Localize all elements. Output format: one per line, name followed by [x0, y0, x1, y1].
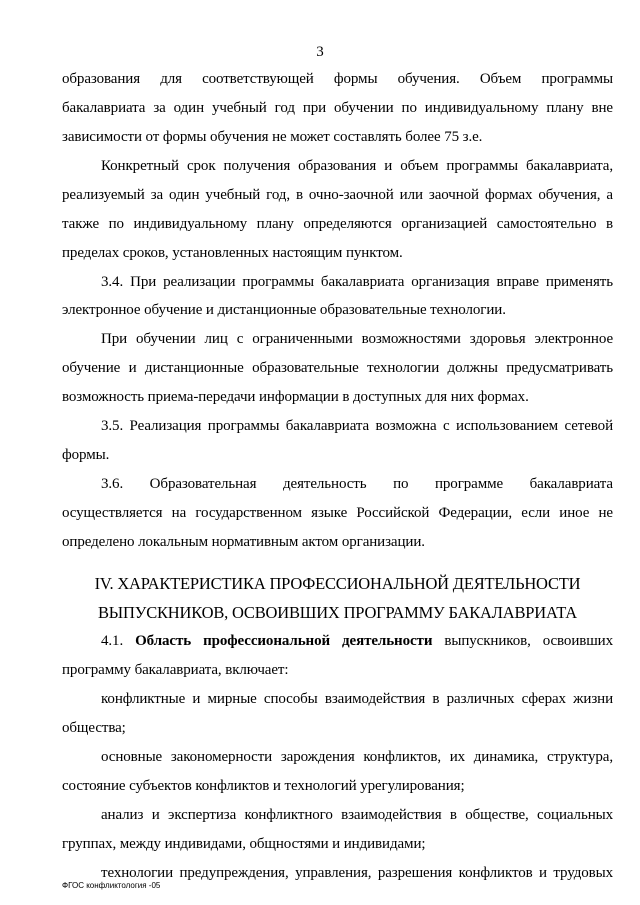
- footer-label: ФГОС конфликтология -05: [62, 881, 161, 890]
- text-line: реализуемый за один учебный год, в очно-заочной или заочной формах обучения, а: [62, 187, 613, 203]
- text-line: формы.: [62, 447, 110, 463]
- text-line: возможность приема-передачи информации в доступных для них формах.: [62, 389, 529, 405]
- clause-4-1: [101, 631, 613, 651]
- list-item-line: конфликтные и мирные способы взаимодействия в различных сферах жизни: [101, 691, 613, 707]
- text-line: пределах сроков, установленных настоящим пунктом.: [62, 245, 403, 261]
- list-item-line: группах, между индивидами, общностями и индивидами;: [62, 836, 426, 852]
- clause-text: выпускников, освоивших: [444, 633, 614, 649]
- page-number: 3: [316, 44, 324, 60]
- text-line: определено локальным нормативным актом организации.: [62, 534, 425, 550]
- section-heading: ВЫПУСКНИКОВ, ОСВОИВШИХ ПРОГРАММУ БАКАЛАВРИАТА: [98, 603, 577, 622]
- clause-number: 4.1.: [101, 633, 124, 649]
- text-line: программу бакалавриата, включает:: [62, 662, 289, 678]
- text-line: зависимости от формы обучения не может составлять более 75 з.е.: [62, 129, 483, 145]
- list-item-line: основные закономерности зарождения конфликтов, их динамика, структура,: [101, 749, 613, 765]
- text-line: При обучении лиц с ограниченными возможностями здоровья электронное: [101, 331, 613, 347]
- text-line: обучение и дистанционные образовательные технологии должны предусматривать: [62, 360, 613, 376]
- bold-term: Область профессиональной деятельности: [135, 633, 433, 649]
- section-heading: IV. ХАРАКТЕРИСТИКА ПРОФЕССИОНАЛЬНОЙ ДЕЯТЕЛЬНОСТИ: [94, 574, 581, 593]
- list-item-line: состояние субъектов конфликтов и технологий урегулирования;: [62, 778, 465, 794]
- list-item-line: анализ и экспертиза конфликтного взаимодействия в обществе, социальных: [101, 807, 613, 823]
- list-item-line: технологии предупреждения, управления, разрешения конфликтов и трудовых: [101, 865, 613, 881]
- list-item-line: общества;: [62, 720, 126, 736]
- text-line: 3.5. Реализация программы бакалавриата возможна с использованием сетевой: [101, 418, 613, 434]
- text-line: 3.6. Образовательная деятельность по программе бакалавриата: [101, 476, 613, 492]
- text-line: осуществляется на государственном языке Российской Федерации, если иное не: [62, 505, 613, 521]
- text-line: бакалавриата за один учебный год при обучении по индивидуальному плану вне: [62, 100, 613, 116]
- text-line: также по индивидуальному плану определяются организацией самостоятельно в: [62, 216, 613, 232]
- text-line: электронное обучение и дистанционные образовательные технологии.: [62, 302, 506, 318]
- text-line: 3.4. При реализации программы бакалавриата организация вправе применять: [101, 274, 613, 290]
- text-line: Конкретный срок получения образования и объем программы бакалавриата,: [101, 158, 613, 174]
- text-line: образования для соответствующей формы обучения. Объем программы: [62, 71, 613, 87]
